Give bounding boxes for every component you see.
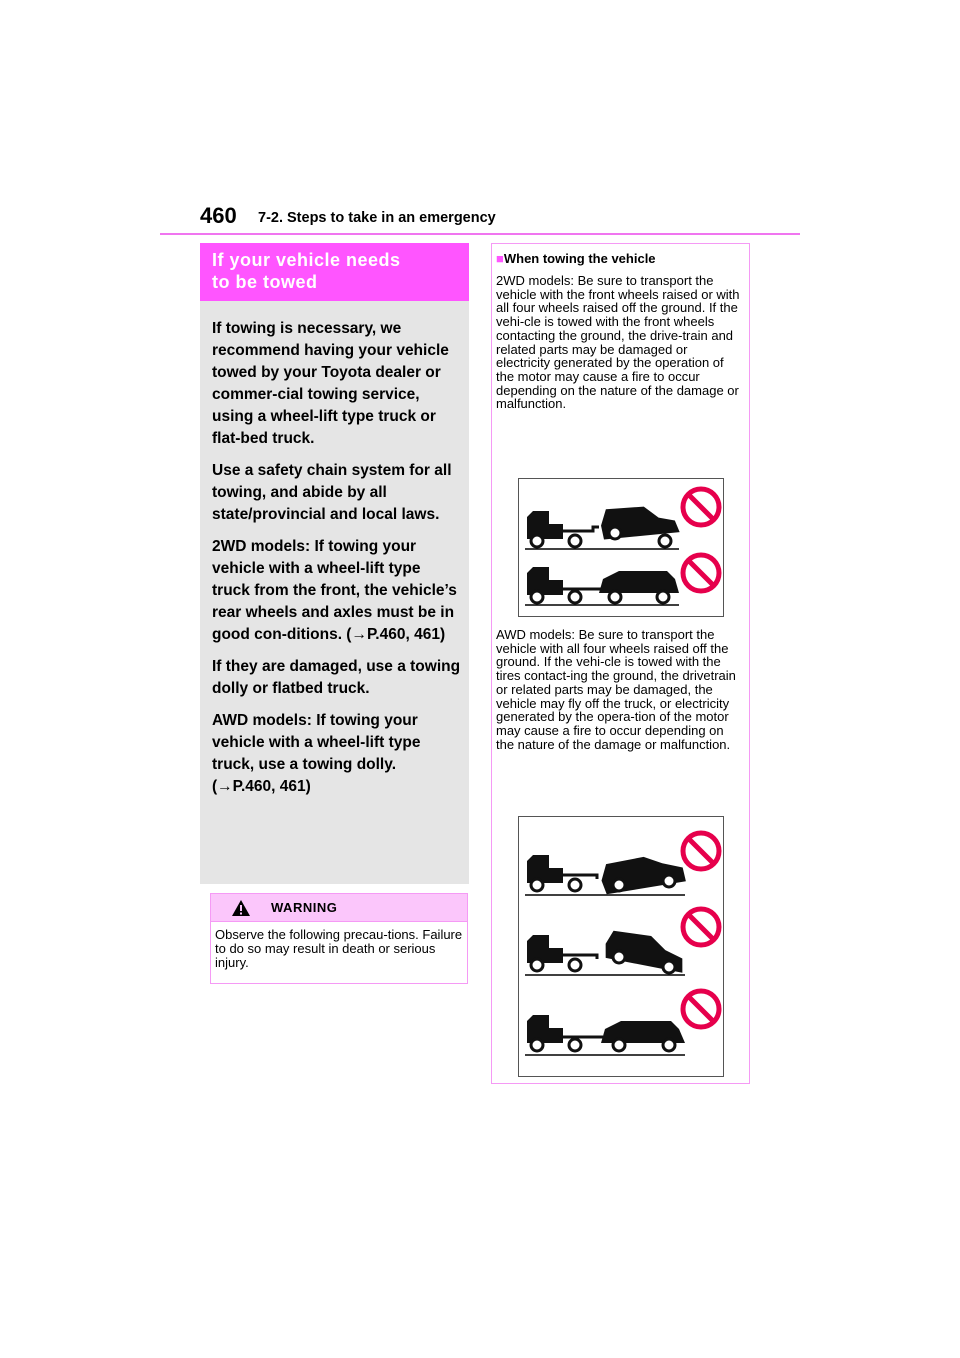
prohibited-icon xyxy=(683,909,719,945)
section-title: 7-2. Steps to take in an emergency xyxy=(258,210,496,226)
intro-panel xyxy=(200,301,469,884)
section-marker-icon: ■ xyxy=(496,251,504,266)
tow-truck-illustration-1 xyxy=(525,504,680,549)
intro-paragraph: If towing is necessary, we recommend having your vehicle towed by your Toyota dealer or commer-cial towing service, using a wheel-lift type truck or flat-bed truck. xyxy=(212,320,449,447)
intro-paragraph: AWD models: If towing your vehicle with a wheel-lift type truck, use a towing dolly. (→P.460, 461) xyxy=(212,712,421,795)
tow-truck-illustration-5 xyxy=(525,1015,685,1055)
topic-title xyxy=(212,249,401,293)
figure-awd-prohibited-towing xyxy=(518,816,724,1077)
prohibited-icon xyxy=(683,555,719,591)
towing-2wd-text: 2WD models: Be sure to transport the vehicle with the front wheels raised or with all four wheels raised off the ground. If the vehi-cle is towed with the front wheels contacting the ground, the drive-train and related parts may be damaged or electricity generated by the operation of the motor may cause a fire to occur depending on the nature of the damage or malfunction. xyxy=(496,273,740,412)
tow-truck-illustration-2 xyxy=(525,567,679,605)
warning-triangle-icon xyxy=(231,899,251,922)
towing-heading xyxy=(496,251,656,266)
prohibited-icon xyxy=(683,991,719,1027)
towing-awd-text: AWD models: Be sure to transport the vehicle with all four wheels raised off the ground. If the vehi-cle is towed with the tires contact-ing the ground, the drivetrain or related parts may be damaged, the vehicle may fly off the truck, or electricity generated by the opera-tion of the motor may cause a fire to occur depending on the nature of the damage or malfunction. xyxy=(496,627,736,752)
prohibited-icon xyxy=(683,489,719,525)
tow-truck-illustration-4 xyxy=(525,930,687,975)
towing-info-panel xyxy=(491,243,750,1084)
figure-2wd-prohibited-towing xyxy=(518,478,724,617)
topic-title-line1: If your vehicle needs xyxy=(212,250,401,270)
prohibited-icon xyxy=(683,833,719,869)
tow-truck-illustration-3 xyxy=(525,853,686,895)
topic-title-line2: to be towed xyxy=(212,272,318,292)
intro-paragraph: 2WD models: If towing your vehicle with a wheel-lift type truck from the front, the vehicle’s rear wheels and axles must be in good con-ditions. (→P.460, 461) xyxy=(212,538,457,643)
warning-body xyxy=(210,922,468,984)
topic-title-box xyxy=(200,243,469,301)
warning-text: Observe the following precau-tions. Failure to do so may result in death or serious injury. xyxy=(215,927,463,970)
warning-header xyxy=(210,893,468,922)
intro-paragraph: If they are damaged, use a towing dolly or flatbed truck. xyxy=(212,658,461,697)
page-number: 460 xyxy=(200,203,237,228)
header-rule xyxy=(160,233,800,235)
intro-paragraph: Use a safety chain system for all towing, and abide by all state/provincial and local laws. xyxy=(212,462,452,523)
warning-label: WARNING xyxy=(271,900,338,915)
towing-heading-text: When towing the vehicle xyxy=(503,251,656,266)
